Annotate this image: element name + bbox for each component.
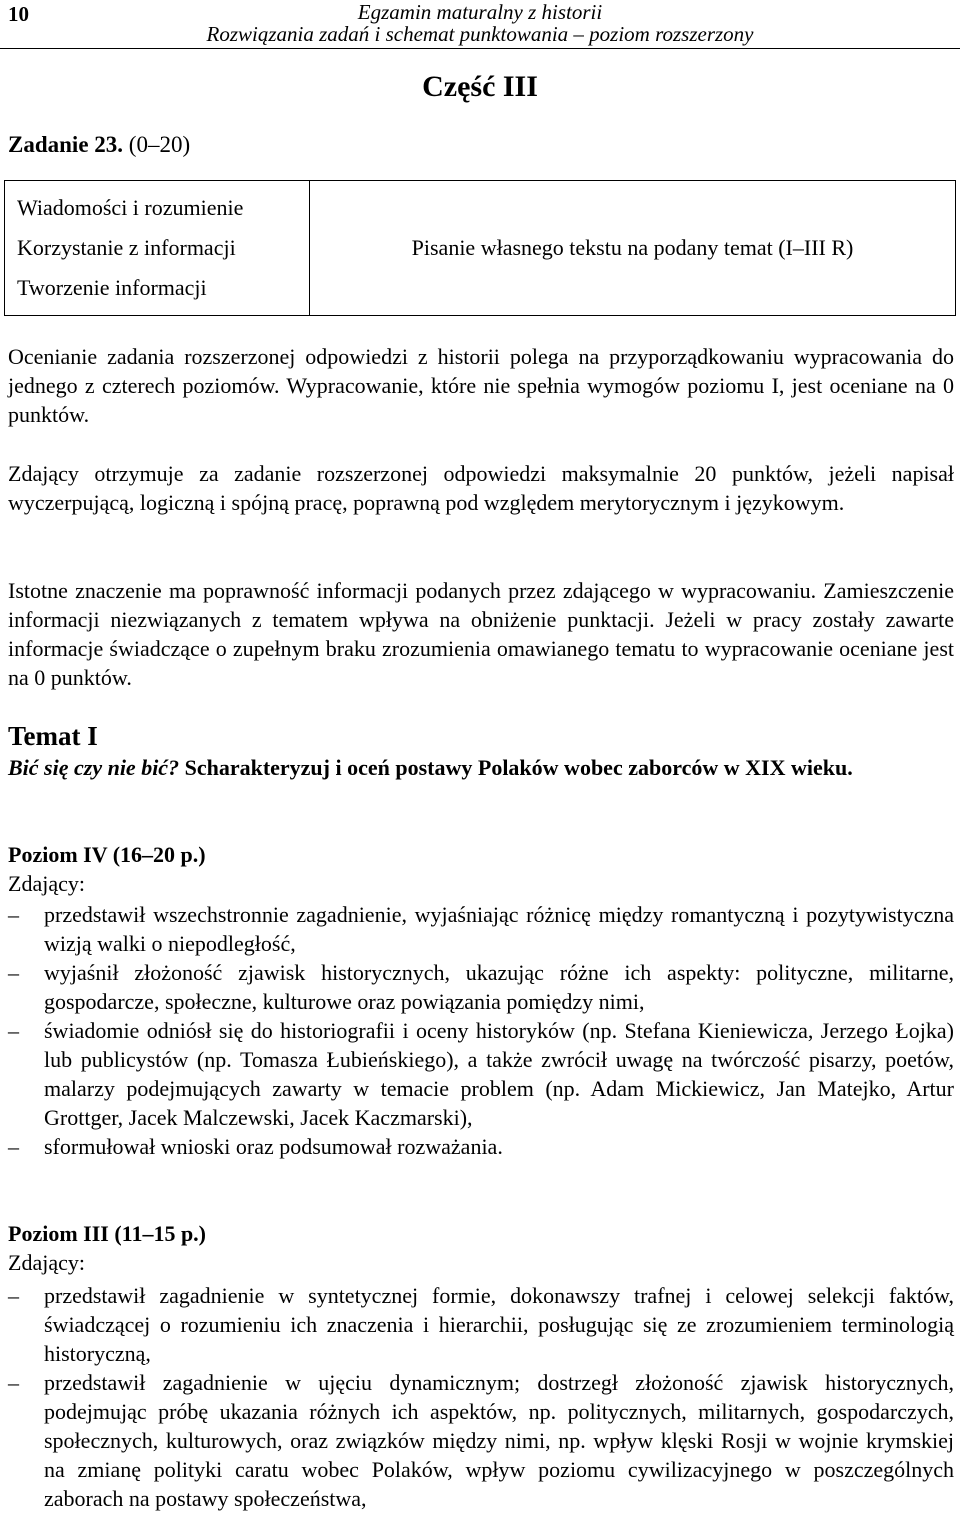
level-criteria-list xyxy=(8,1281,954,1513)
requirements-left-cell xyxy=(5,181,310,316)
header-divider xyxy=(0,48,960,49)
level-subject: Zdający: xyxy=(8,1250,85,1275)
theme-question-text: Scharakteryzuj i oceń postawy Polaków wobec zaborców w XIX wieku. xyxy=(184,755,853,780)
level-criteria-list xyxy=(8,900,954,1161)
list-item-text: wyjaśnił złożoność zjawisk historycznych, ukazując różne ich aspekty: polityczne, militarne, gospodarcze, społeczne, kulturowe oraz powiązania pomiędzy nimi, xyxy=(44,960,954,1014)
task-title xyxy=(8,132,190,158)
list-item-text: przedstawił wszechstronnie zagadnienie, wyjaśniając różnicę między romantyczną i pozytywistyczna wizją walki o niepodległość, xyxy=(44,902,954,956)
dash-bullet: – xyxy=(8,960,19,985)
theme-heading: Temat I xyxy=(8,721,98,751)
list-item xyxy=(8,1368,954,1513)
paragraph: Ocenianie zadania rozszerzonej odpowiedzi z historii polega na przyporządkowaniu wypracowania do jednego z czterech poziomów. Wypracowanie, które nie spełnia wymogów poziomu I, jest oceniane na 0 punktów. xyxy=(8,344,954,427)
dash-bullet: – xyxy=(8,1370,19,1395)
page-header xyxy=(0,0,960,50)
task-label: Zadanie 23. xyxy=(8,132,124,157)
list-item-text: sformułował wnioski oraz podsumował rozważania. xyxy=(44,1134,503,1159)
list-item xyxy=(8,1132,954,1161)
dash-bullet: – xyxy=(8,1134,19,1159)
paragraph: Zdający otrzymuje za zadanie rozszerzonej odpowiedzi maksymalnie 20 punktów, jeżeli napisał wyczerpującą, logiczną i spójną pracę, poprawną pod względem merytorycznym i językowym. xyxy=(8,461,954,515)
list-item xyxy=(8,900,954,958)
dash-bullet: – xyxy=(8,1018,19,1043)
task-points: (0–20) xyxy=(128,132,191,157)
requirement-item: Tworzenie informacji xyxy=(17,275,207,300)
list-item xyxy=(8,1016,954,1132)
header-subtitle: Rozwiązania zadań i schemat punktowania – poziom rozszerzony xyxy=(206,22,754,46)
list-item-text: przedstawił zagadnienie w syntetycznej formie, dokonawszy trafnej i celowej selekcji faktów, świadczącej o rozumieniu ich znaczenia i hierarchii, posługując się ze zrozumieniem terminologią historyczną, xyxy=(44,1283,954,1366)
list-item xyxy=(8,958,954,1016)
level-title: Poziom IV (16–20 p.) xyxy=(8,842,206,867)
dash-bullet: – xyxy=(8,902,19,927)
list-item-text: świadomie odniósł się do historiografii i oceny historyków (np. Stefana Kieniewicza, Jerzego Łojka) lub publicystów (np. Tomasza Łubieńskiego), a także zwrócił uwagę na twórczość pisarzy, poetów, malarzy podejmujących zawarty w temacie problem (np. Adam Mickiewicz, Jan Matejko, Artur Grottger, Jacek Malczewski, Jacek Kaczmarski), xyxy=(44,1018,954,1130)
page-number: 10 xyxy=(8,2,29,26)
requirement-item: Wiadomości i rozumienie xyxy=(17,195,244,220)
part-title: Część III xyxy=(422,70,538,103)
requirement-item: Korzystanie z informacji xyxy=(17,235,236,260)
list-item xyxy=(8,1281,954,1368)
level-title: Poziom III (11–15 p.) xyxy=(8,1221,206,1246)
requirements-right-cell: Pisanie własnego tekstu na podany temat (I–III R) xyxy=(310,181,956,316)
dash-bullet: – xyxy=(8,1283,19,1308)
theme-question xyxy=(8,753,954,782)
theme-question-italic: Bić się czy nie bić? xyxy=(8,755,180,780)
level-subject: Zdający: xyxy=(8,871,85,896)
paragraph: Istotne znaczenie ma poprawność informacji podanych przez zdającego w wypracowaniu. Zamieszczenie informacji niezwiązanych z tematem wpływa na obniżenie punktacji. Jeżeli w pracy zostały zawarte informacje świadczące o zupełnym braku zrozumienia omawianego tematu to wypracowanie oceniane jest na 0 punktów. xyxy=(8,578,954,690)
header-exam-title: Egzamin maturalny z historii xyxy=(357,0,603,24)
list-item-text: przedstawił zagadnienie w ujęciu dynamicznym; dostrzegł złożoność zjawisk historycznych, podejmując próbę ukazania różnych ich aspektów, np. politycznych, militarnych, gospodarczych, społecznych, kulturowych, oraz związków między nimi, np. wpływ klęski Rosji w wojnie krymskiej na zmianę polityki caratu wobec Polaków, wpływ poziomu cywilizacyjnego w poszczególnych zaborach na postawy społeczeństwa, xyxy=(44,1370,954,1511)
requirements-table xyxy=(4,180,956,316)
